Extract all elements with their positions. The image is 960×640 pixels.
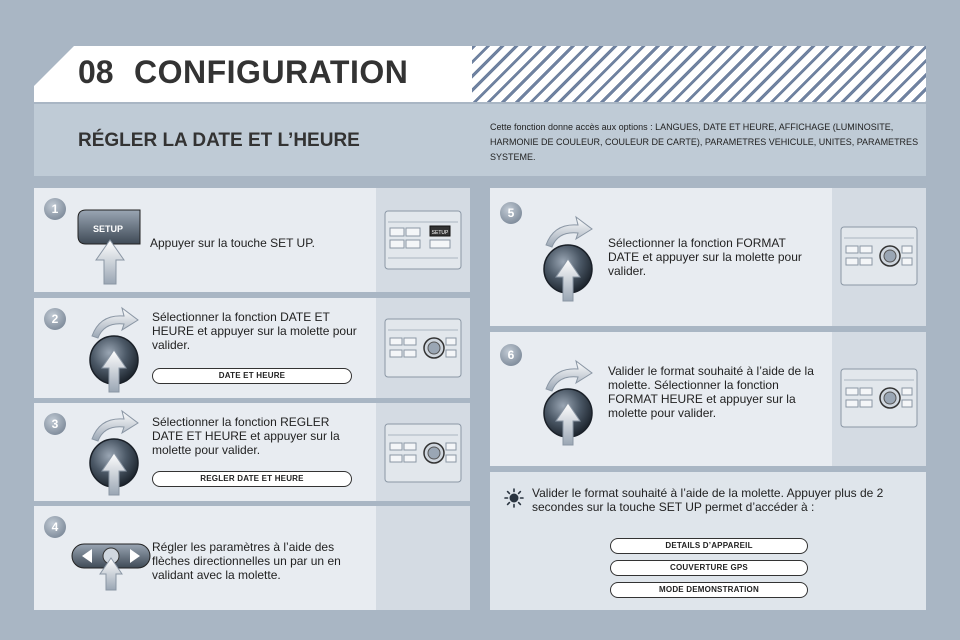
- step-panel-2: [34, 298, 470, 398]
- chapter-header: [34, 46, 926, 102]
- step-badge-6: 6: [500, 344, 522, 366]
- thumb-area-2: [376, 298, 470, 398]
- step-badge-3: 3: [44, 413, 66, 435]
- thumb-area-3: [376, 403, 470, 501]
- chapter-title: CONFIGURATION: [134, 54, 409, 90]
- menu-option-regler-date-et-heure[interactable]: REGLER DATE ET HEURE: [152, 471, 352, 487]
- step-badge-2: 2: [44, 308, 66, 330]
- rotate-arrow-icon: [546, 361, 592, 391]
- step-text-2: Sélectionner la fonction DATE ET HEURE et appuyer sur la molette pour valider.: [152, 310, 357, 352]
- rotate-arrow-icon: [92, 411, 138, 441]
- radio-device-icon: [384, 423, 462, 483]
- section-title: RÉGLER LA DATE ET L’HEURE: [78, 130, 360, 151]
- step-panel-5: [490, 188, 926, 326]
- radio-device-icon: [384, 318, 462, 378]
- press-arrow-icon: [96, 240, 124, 284]
- step-text-3: Sélectionner la fonction REGLER DATE ET HEURE et appuyer sur la molette pour valider.: [152, 415, 340, 457]
- rotate-arrow-icon: [546, 217, 592, 247]
- menu-option-details-appareil[interactable]: DETAILS D’APPAREIL: [610, 538, 808, 554]
- tip-panel: [490, 472, 926, 610]
- step-text-5: Sélectionner la fonction FORMAT DATE et appuyer sur la molette pour valider.: [608, 236, 802, 278]
- tip-text: Valider le format souhaité à l’aide de la molette. Appuyer plus de 2 secondes sur la touche SET UP permet d’accéder à :: [532, 486, 884, 514]
- rotary-knob-icon: [82, 306, 146, 394]
- step-badge-1: 1: [44, 198, 66, 220]
- arrow-pad-icon: [68, 532, 154, 592]
- chapter-number: 08: [78, 54, 114, 90]
- step-text-4: Régler les paramètres à l’aide des flèches directionnelles un par un en validant avec la molette.: [152, 540, 341, 582]
- menu-option-date-et-heure[interactable]: DATE ET HEURE: [152, 368, 352, 384]
- thumb-area-6: [832, 332, 926, 466]
- intro-text: Cette fonction donne accès aux options : LANGUES, DATE ET HEURE, AFFICHAGE (LUMINOSITE, HARMONIE DE COULEUR, COULEUR DE CARTE), PARAMETRES VEHICULE, UNITES, PARAMETRES SYSTEME.: [490, 122, 919, 162]
- step-badge-5: 5: [500, 202, 522, 224]
- step-text-1: Appuyer sur la touche SET UP.: [150, 236, 315, 250]
- step-badge-4: 4: [44, 516, 66, 538]
- step-panel-1: [34, 188, 470, 292]
- rotary-knob-icon: [536, 214, 600, 304]
- setup-key-icon: [70, 204, 150, 288]
- rotate-arrow-icon: [92, 308, 138, 338]
- device-setup-key-label: SETUP: [431, 230, 449, 236]
- radio-device-icon: [840, 368, 918, 428]
- step-panel-4: [34, 506, 470, 610]
- radio-device-icon: [384, 210, 462, 270]
- thumb-area-1: [376, 188, 470, 292]
- step-panel-3: [34, 403, 470, 501]
- thumb-area-5: [832, 188, 926, 326]
- lightbulb-icon: [504, 488, 524, 508]
- step-text-6: Valider le format souhaité à l’aide de la molette. Sélectionner la fonction FORMAT HEURE et appuyer sur la molette pour valider.: [608, 364, 814, 420]
- rotary-knob-icon: [536, 358, 600, 448]
- thumb-area-4: [376, 506, 470, 610]
- rotary-knob-icon: [82, 409, 146, 497]
- radio-device-icon: [840, 226, 918, 286]
- setup-key-label: SETUP: [92, 224, 124, 234]
- section-band: [34, 104, 926, 176]
- menu-option-couverture-gps[interactable]: COUVERTURE GPS: [610, 560, 808, 576]
- step-panel-6: [490, 332, 926, 466]
- header-stripes: [472, 46, 926, 102]
- menu-option-mode-demonstration[interactable]: MODE DEMONSTRATION: [610, 582, 808, 598]
